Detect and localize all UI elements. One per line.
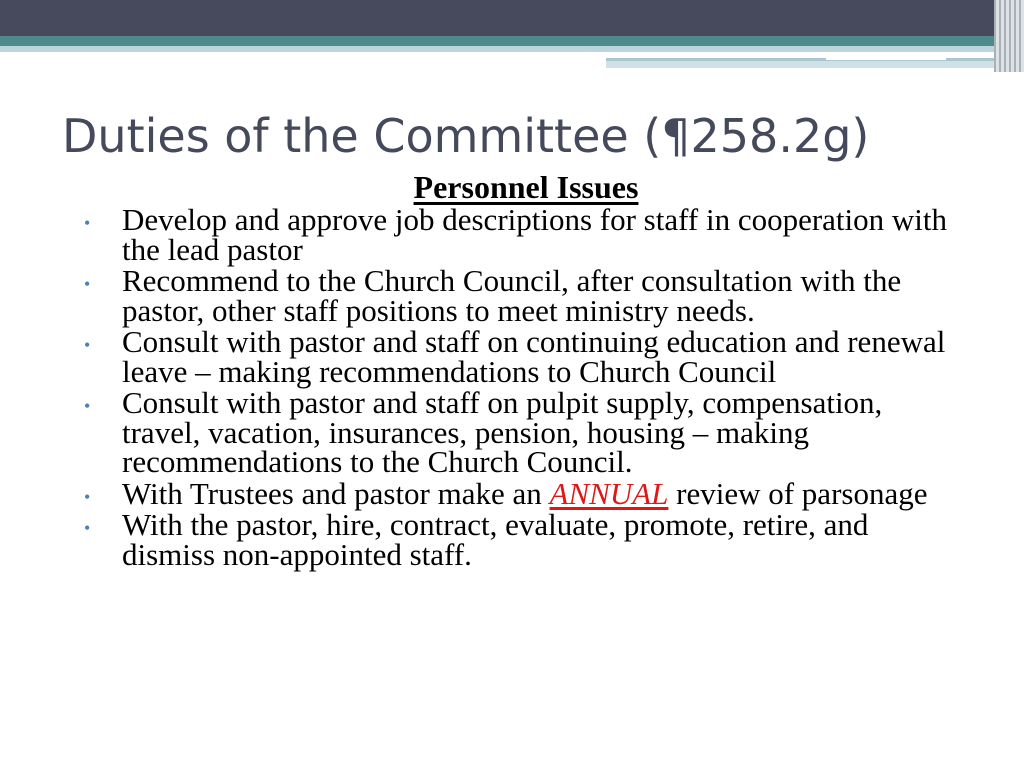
bullet-icon: • (84, 518, 91, 538)
bullet-text-before: With Trustees and pastor make an (122, 475, 550, 511)
header-white-stripe (826, 56, 946, 60)
header-dark-bar (0, 0, 1024, 36)
bullet-text: Recommend to the Church Council, after consultation with the pastor, other staff positions to meet ministry needs. (122, 263, 902, 328)
bullet-item (84, 507, 964, 572)
bullet-text: Consult with pastor and staff on pulpit supply, compensation, travel, vacation, insurances, pension, housing – making recommendations to the Church Council. (122, 385, 883, 479)
bullet-icon: • (84, 396, 91, 416)
bullet-item (84, 202, 964, 267)
bullet-item (84, 263, 964, 328)
bullet-text: With the pastor, hire, contract, evaluate, promote, retire, and dismiss non-appointed staff. (122, 507, 869, 572)
bullet-list (84, 202, 964, 572)
header-light-bar (0, 46, 1000, 52)
bullet-icon: • (84, 213, 91, 233)
slide-subtitle: Personnel Issues (413, 169, 639, 205)
bullet-icon: • (84, 274, 91, 294)
bullet-icon: • (84, 335, 91, 355)
header-stripes-decoration (994, 0, 1024, 72)
bullet-item (84, 475, 964, 511)
bullet-item (84, 385, 964, 479)
bullet-text: Develop and approve job descriptions for staff in cooperation with the lead pastor (122, 202, 948, 267)
slide-title: Duties of the Committee (¶258.2g) (62, 109, 870, 163)
bullet-text: Consult with pastor and staff on continuing education and renewal leave – making recommendations to Church Council (122, 324, 946, 389)
annual-emphasis: ANNUAL (549, 475, 669, 511)
bullet-text-after: review of parsonage (668, 475, 928, 511)
bullet-item (84, 324, 964, 389)
bullet-icon: • (84, 486, 91, 507)
header-teal-bar (0, 36, 1000, 46)
